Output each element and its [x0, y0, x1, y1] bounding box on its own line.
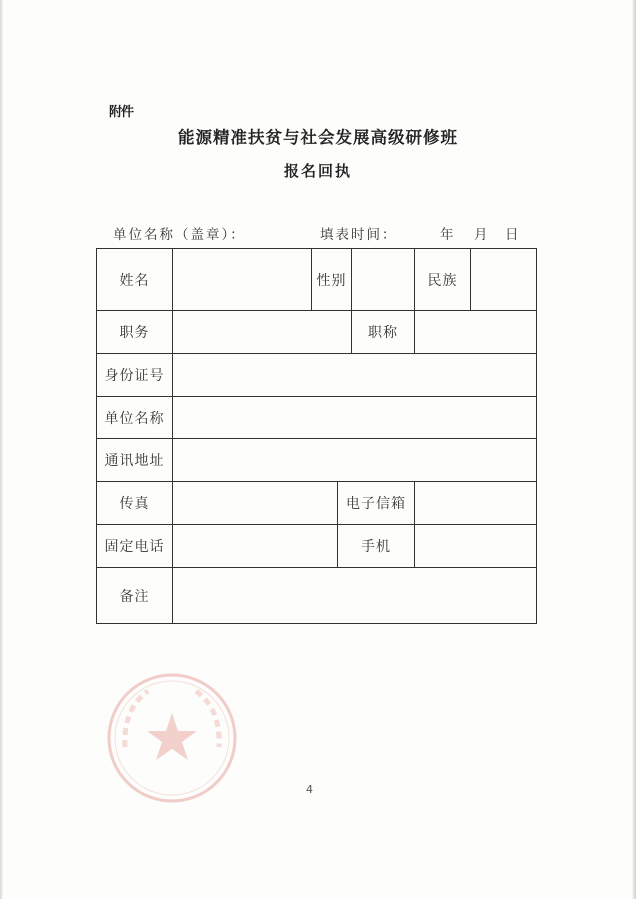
month-label: 月 — [474, 227, 490, 243]
email-field[interactable] — [415, 482, 537, 525]
name-label: 姓名 — [97, 249, 173, 311]
attachment-label: 附件 — [109, 105, 134, 120]
table-row — [97, 311, 537, 354]
professional-title-label: 职称 — [352, 311, 415, 354]
name-field[interactable] — [173, 249, 312, 311]
phone-field[interactable] — [173, 525, 338, 568]
id-number-field[interactable] — [173, 354, 537, 397]
position-label: 职务 — [97, 311, 173, 354]
table-row — [97, 249, 537, 311]
org-name-label: 单位名称 — [97, 397, 173, 439]
document-title: 能源精准扶贫与社会发展高级研修班 — [178, 128, 458, 147]
professional-title-field[interactable] — [415, 311, 537, 354]
unit-stamp-label: 单位名称（盖章）： — [113, 227, 246, 243]
org-name-field[interactable] — [173, 397, 537, 439]
table-row — [97, 397, 537, 439]
id-number-label: 身份证号 — [97, 354, 173, 397]
email-label: 电子信箱 — [338, 482, 415, 525]
gender-field[interactable] — [352, 249, 415, 311]
table-row — [97, 439, 537, 482]
year-label: 年 — [440, 227, 456, 243]
phone-label: 固定电话 — [97, 525, 173, 568]
mobile-field[interactable] — [415, 525, 537, 568]
fax-label: 传真 — [97, 482, 173, 525]
ethnicity-field[interactable] — [471, 249, 537, 311]
address-field[interactable] — [173, 439, 537, 482]
fill-date-label: 填表时间： — [320, 227, 398, 243]
page-number: 4 — [306, 783, 313, 796]
position-field[interactable] — [173, 311, 352, 354]
day-label: 日 — [505, 227, 521, 243]
table-row — [97, 354, 537, 397]
document-subtitle: 报名回执 — [283, 162, 352, 180]
mobile-label: 手机 — [338, 525, 415, 568]
remarks-label: 备注 — [97, 568, 173, 624]
gender-label: 性别 — [312, 249, 352, 311]
remarks-field[interactable] — [173, 568, 537, 624]
fax-field[interactable] — [173, 482, 338, 525]
table-row — [97, 525, 537, 568]
official-seal-stamp — [103, 669, 241, 807]
table-row — [97, 568, 537, 624]
table-row — [97, 482, 537, 525]
registration-form-table — [96, 248, 537, 624]
ethnicity-label: 民族 — [415, 249, 471, 311]
seal-star-icon — [147, 713, 197, 760]
address-label: 通讯地址 — [97, 439, 173, 482]
